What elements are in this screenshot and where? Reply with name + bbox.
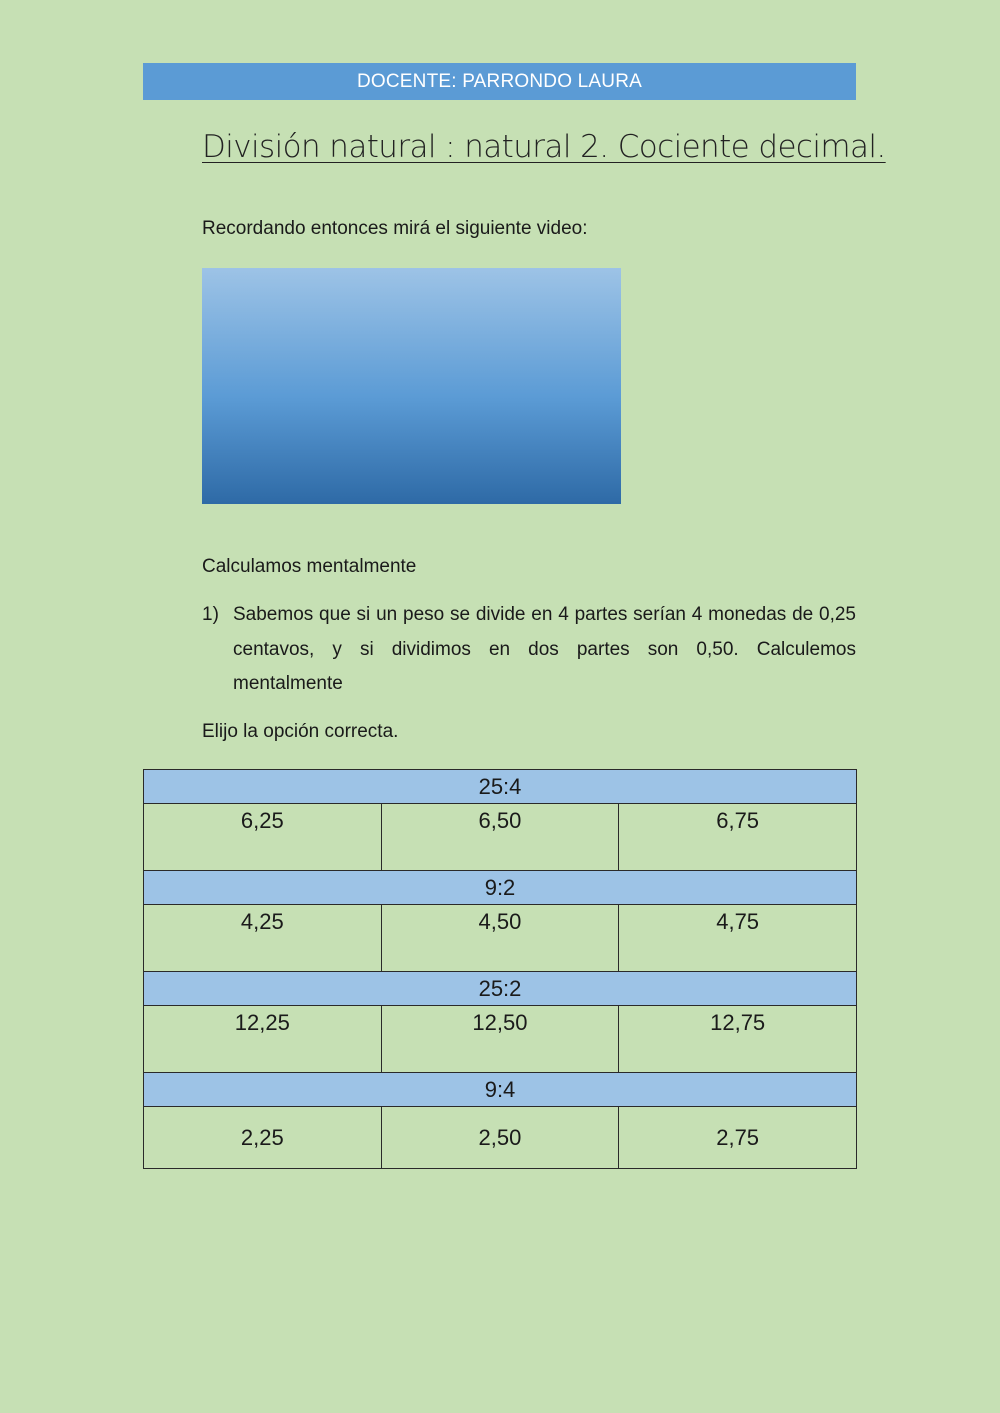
question-1 [202, 598, 856, 702]
option-cell[interactable]: 12,50 [381, 1006, 619, 1073]
exercise-prompt: 25:4 [144, 770, 857, 804]
option-cell[interactable]: 2,75 [619, 1107, 857, 1169]
option-cell[interactable]: 4,25 [144, 905, 382, 972]
option-cell[interactable]: 2,25 [144, 1107, 382, 1169]
exercise-prompt: 25:2 [144, 972, 857, 1006]
exercise-prompt-row [144, 1073, 857, 1107]
exercise-options-row [144, 804, 857, 871]
option-cell[interactable]: 6,25 [144, 804, 382, 871]
video-player[interactable] [202, 268, 621, 504]
docente-header [143, 63, 856, 100]
options-table [143, 769, 857, 1169]
page-title: División natural : natural 2. Cociente decimal. [202, 129, 886, 165]
exercise-prompt-row [144, 972, 857, 1006]
question-number: 1) [202, 604, 219, 625]
exercise-prompt: 9:2 [144, 871, 857, 905]
option-cell[interactable]: 4,75 [619, 905, 857, 972]
question-text: Sabemos que si un peso se divide en 4 partes serían 4 monedas de 0,25 centavos, y si dividimos en dos partes son 0,50. Calculemos mentalmente [233, 604, 856, 694]
intro-text: Recordando entonces mirá el siguiente video: [202, 218, 588, 239]
option-cell[interactable]: 4,50 [381, 905, 619, 972]
exercise-prompt: 9:4 [144, 1073, 857, 1107]
option-cell[interactable]: 12,75 [619, 1006, 857, 1073]
instruction-text: Elijo la opción correcta. [202, 721, 399, 742]
exercise-prompt-row [144, 770, 857, 804]
exercise-options-row [144, 905, 857, 972]
exercise-options-row [144, 1006, 857, 1073]
section-heading: Calculamos mentalmente [202, 556, 417, 577]
option-cell[interactable]: 12,25 [144, 1006, 382, 1073]
exercise-prompt-row [144, 871, 857, 905]
option-cell[interactable]: 2,50 [381, 1107, 619, 1169]
exercise-options-row [144, 1107, 857, 1169]
option-cell[interactable]: 6,50 [381, 804, 619, 871]
docente-label: DOCENTE: PARRONDO LAURA [356, 71, 643, 92]
option-cell[interactable]: 6,75 [619, 804, 857, 871]
